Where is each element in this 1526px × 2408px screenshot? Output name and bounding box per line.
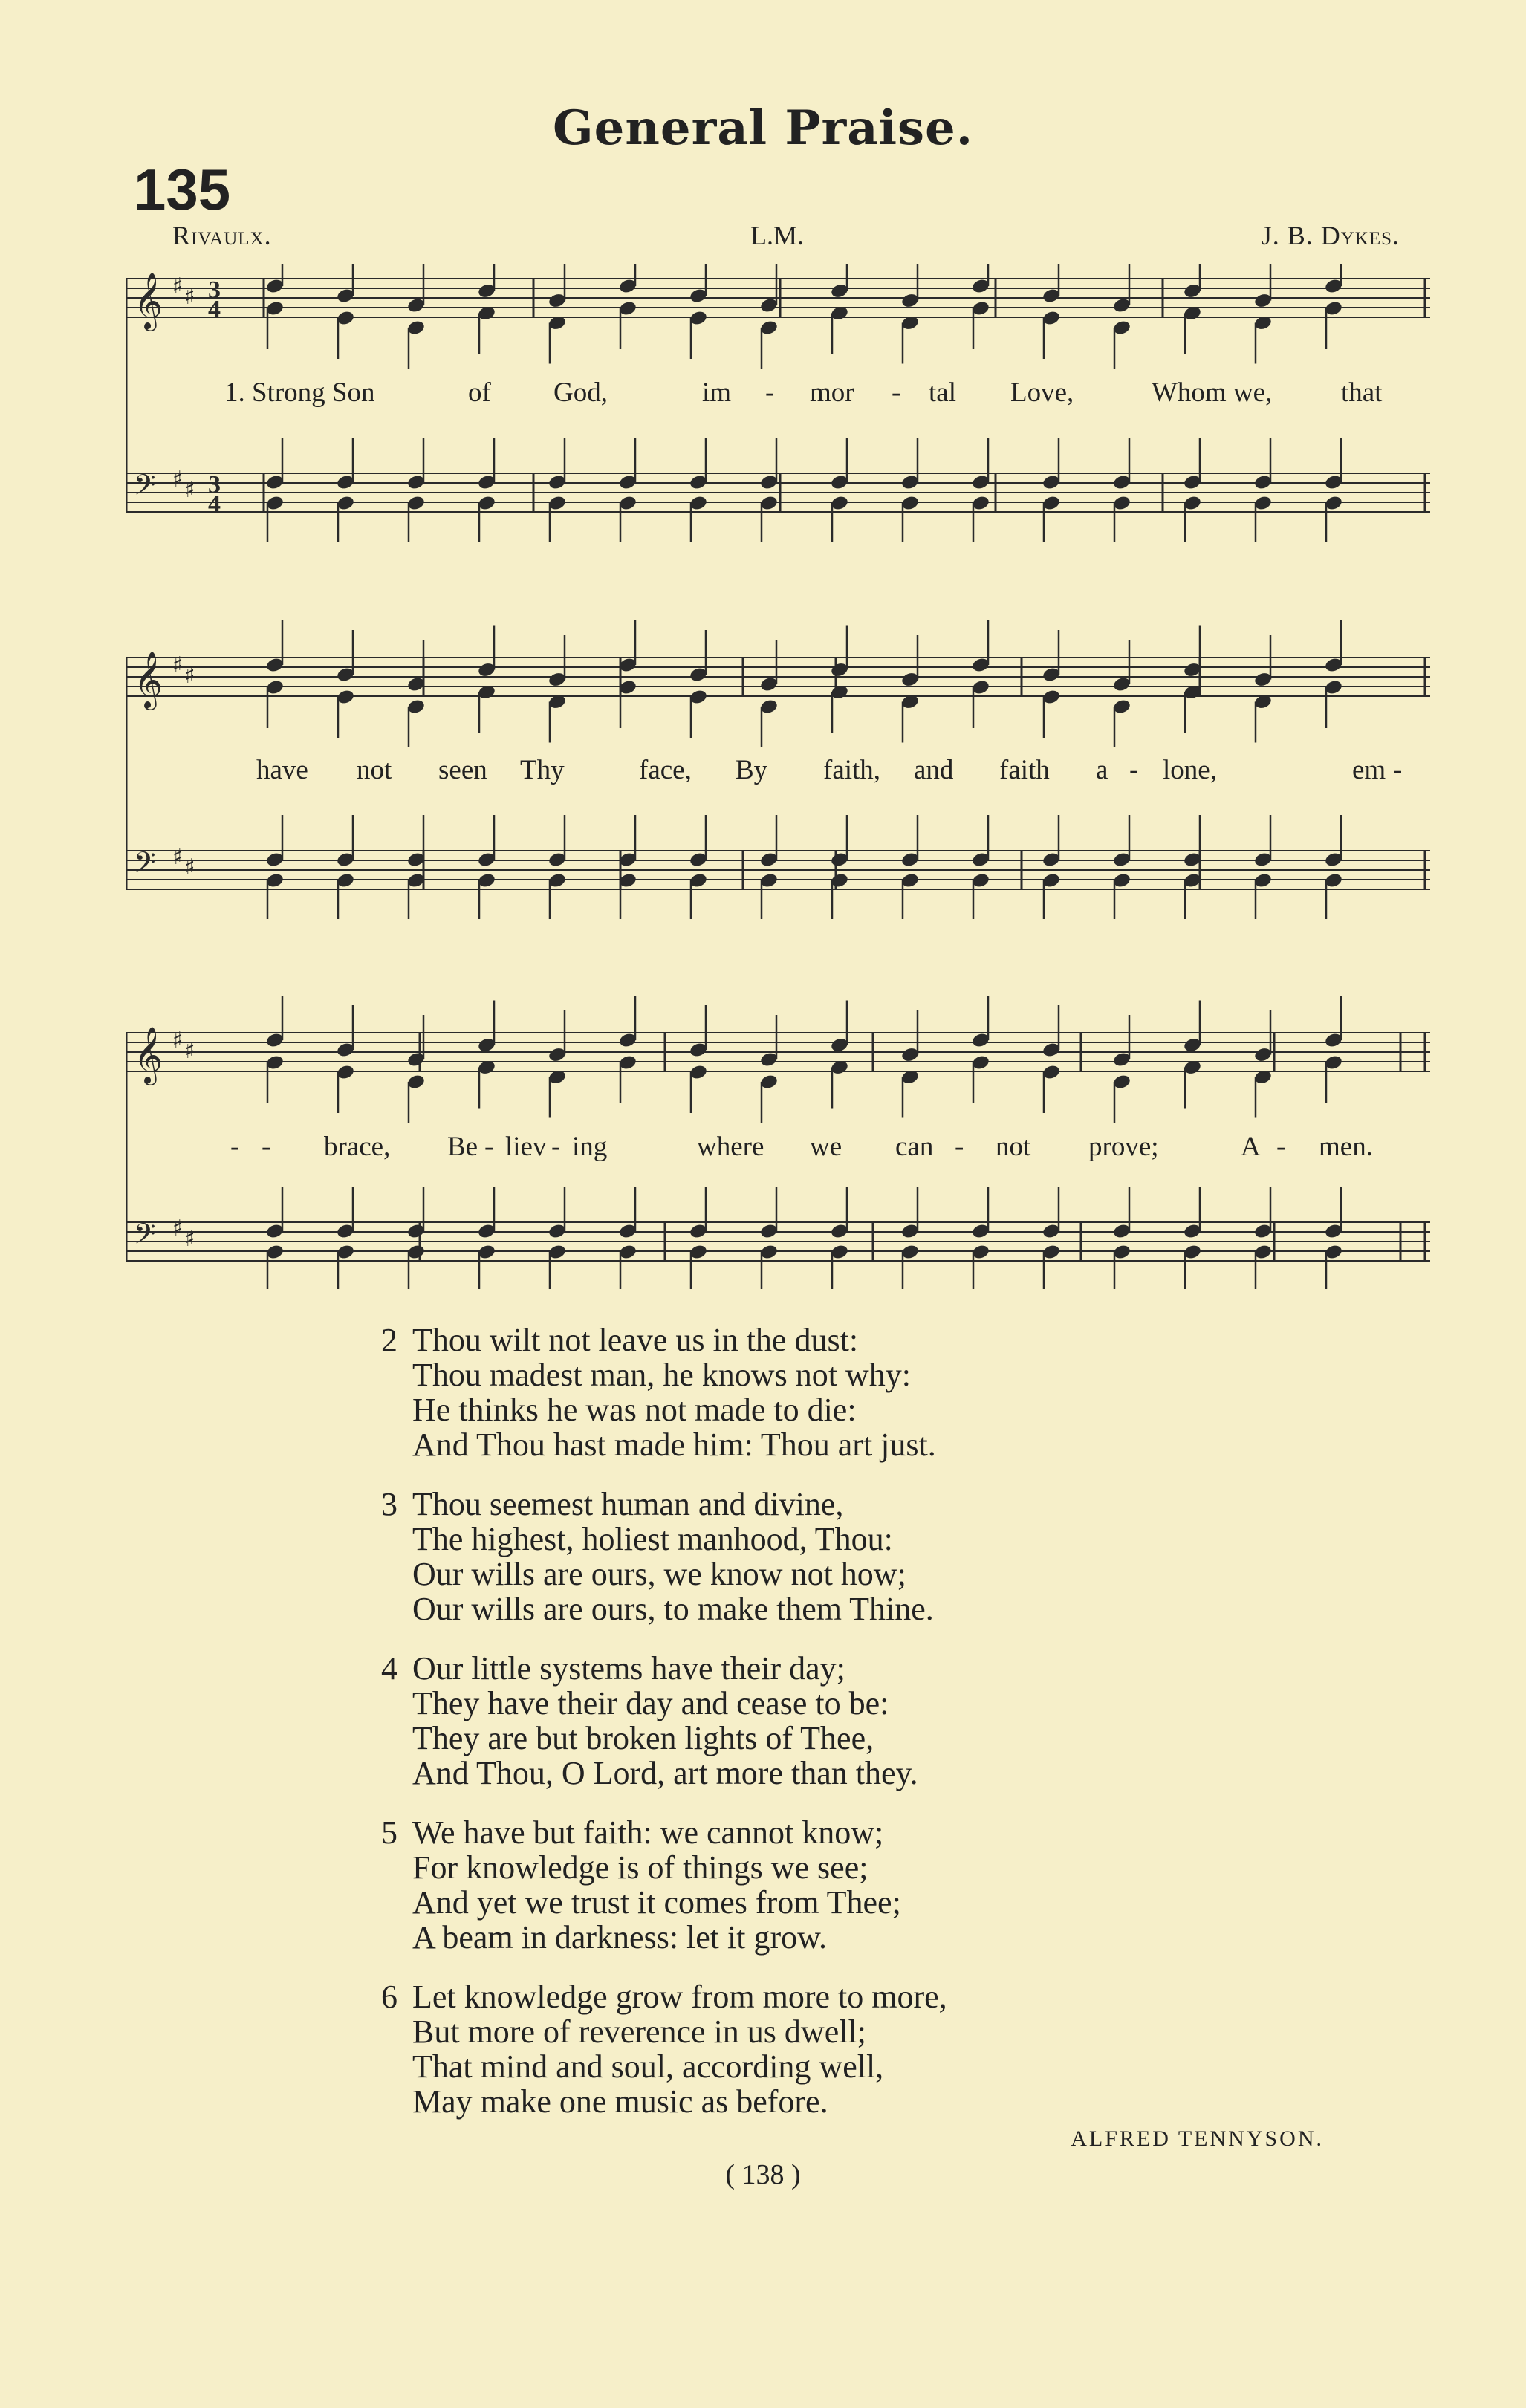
verse-line: Thou wilt not leave us in the dust: [412, 1322, 859, 1358]
lyric-word: faith, [823, 755, 881, 785]
lyric-word: Thy [520, 755, 565, 785]
time-signature-icon: 3 [208, 276, 221, 304]
verse-line: They have their day and cease to be: [412, 1685, 889, 1721]
verse-line: Thou madest man, he knows not why: [412, 1357, 911, 1393]
verse-6 [381, 1979, 947, 2120]
verse-line: Our wills are ours, we know not how; [412, 1556, 906, 1592]
key-signature-icon: ♯ [184, 284, 195, 310]
music-score [126, 264, 1434, 1289]
verse-line: The highest, holiest manhood, Thou: [412, 1521, 893, 1557]
lyric-word: - [551, 1132, 561, 1162]
key-signature-icon: ♯ [184, 1038, 195, 1064]
lyric-word: face, [639, 755, 692, 785]
verse-line: They are but broken lights of Thee, [412, 1720, 874, 1756]
verse-line: A beam in darkness: let it grow. [412, 1919, 828, 1956]
verse-3 [381, 1486, 947, 1627]
lyric-word: Whom we, [1152, 377, 1273, 408]
key-signature-icon: ♯ [172, 844, 184, 870]
lyric-word: and [914, 755, 954, 785]
key-signature-icon: ♯ [172, 1216, 184, 1242]
lyric-word: not [996, 1132, 1031, 1162]
verse-number: 4 [381, 1650, 397, 1687]
lyric-word: we [810, 1132, 842, 1162]
lyric-word: tal [929, 377, 956, 408]
verse-line: May make one music as before. [412, 2083, 828, 2120]
lyric-word: liev [505, 1132, 547, 1162]
lyric-word: can [895, 1132, 934, 1162]
lyric-word: - [1276, 1132, 1286, 1162]
verse-line: We have but faith: we cannot know; [412, 1814, 884, 1851]
lyric-word: faith [999, 755, 1050, 785]
lyric-word: em [1352, 755, 1386, 785]
lyric-word: lone, [1163, 755, 1217, 785]
key-signature-icon: ♯ [184, 854, 195, 880]
lyric-word: God, [553, 377, 608, 408]
section-title: General Praise. [552, 100, 974, 156]
treble-clef-icon: 𝄞 [134, 651, 163, 708]
verse-line: Our wills are ours, to make them Thine. [412, 1591, 934, 1627]
lyric-word: - [484, 1132, 494, 1162]
verse-number: 2 [381, 1322, 397, 1358]
lyric-word: - [1129, 755, 1139, 785]
score-staves [126, 264, 1434, 1289]
lyric-word: - [230, 1132, 240, 1162]
tune-name: Rivaulx. [172, 221, 272, 250]
lyric-word: mor [810, 377, 854, 408]
bass-clef-icon: 𝄢 [134, 1217, 156, 1257]
verse-5 [381, 1814, 947, 1956]
verse-line: And Thou, O Lord, art more than they. [412, 1755, 918, 1791]
lyric-word: - [262, 1132, 271, 1162]
lyric-word: prove; [1088, 1132, 1159, 1162]
lyric-word: - [892, 377, 901, 408]
lyric-word: - [765, 377, 775, 408]
treble-clef-icon: 𝄞 [134, 272, 163, 329]
composer: J. B. Dykes. [1261, 221, 1400, 250]
time-signature-icon: 3 [208, 471, 221, 499]
key-signature-icon: ♯ [172, 273, 184, 299]
lyric-word: By [736, 755, 768, 785]
lyric-word: brace, [324, 1132, 391, 1162]
verse-line: Thou seemest human and divine, [412, 1486, 844, 1522]
lyric-word: Be [447, 1132, 478, 1162]
verse-number: 3 [381, 1486, 397, 1522]
author: ALFRED TENNYSON. [1071, 2126, 1324, 2151]
key-signature-icon: ♯ [172, 467, 184, 493]
time-signature-icon: 4 [208, 296, 221, 323]
verse-line: Let knowledge grow from more to more, [412, 1979, 947, 2015]
time-signature-icon: 4 [208, 490, 221, 518]
key-signature-icon: ♯ [172, 652, 184, 678]
lyric-word: where [697, 1132, 764, 1162]
verse-line: Our little systems have their day; [412, 1650, 845, 1687]
lyric-word: have [256, 755, 308, 785]
meter: L.M. [750, 221, 804, 250]
key-signature-icon: ♯ [184, 477, 195, 503]
bass-clef-icon: 𝄢 [134, 468, 156, 508]
verse-number: 6 [381, 1979, 397, 2015]
lyric-word: 1. Strong Son [224, 377, 375, 408]
lyric-word: - [955, 1132, 964, 1162]
lyric-word: Love, [1010, 377, 1074, 408]
lyric-word: im [702, 377, 732, 408]
lyric-word: of [468, 377, 491, 408]
verse-line: But more of reverence in us dwell; [412, 2013, 866, 2050]
verse-4 [381, 1650, 947, 1791]
verse-line: And Thou hast made him: Thou art just. [412, 1427, 936, 1463]
key-signature-icon: ♯ [184, 663, 195, 689]
lyric-word: A [1241, 1132, 1261, 1162]
lyric-word: ing [572, 1132, 608, 1162]
verse-2 [381, 1322, 947, 1463]
lyric-word: seen [438, 755, 487, 785]
lyric-word: - [1393, 755, 1403, 785]
page-number: ( 138 ) [725, 2159, 801, 2190]
lyric-word: that [1341, 377, 1383, 408]
verse-line: That mind and soul, according well, [412, 2048, 884, 2085]
hymn-number: 135 [134, 157, 231, 222]
verses [381, 1322, 947, 2143]
verse-number: 5 [381, 1814, 397, 1851]
verse-line: For knowledge is of things we see; [412, 1849, 868, 1886]
treble-clef-icon: 𝄞 [134, 1026, 163, 1083]
key-signature-icon: ♯ [172, 1028, 184, 1054]
lyric-word: men. [1319, 1132, 1373, 1162]
lyric-word: not [357, 755, 392, 785]
bass-clef-icon: 𝄢 [134, 846, 156, 886]
key-signature-icon: ♯ [184, 1226, 195, 1252]
verse-line: He thinks he was not made to die: [412, 1392, 857, 1428]
lyric-word: a [1096, 755, 1108, 785]
verse-line: And yet we trust it comes from Thee; [412, 1884, 901, 1921]
